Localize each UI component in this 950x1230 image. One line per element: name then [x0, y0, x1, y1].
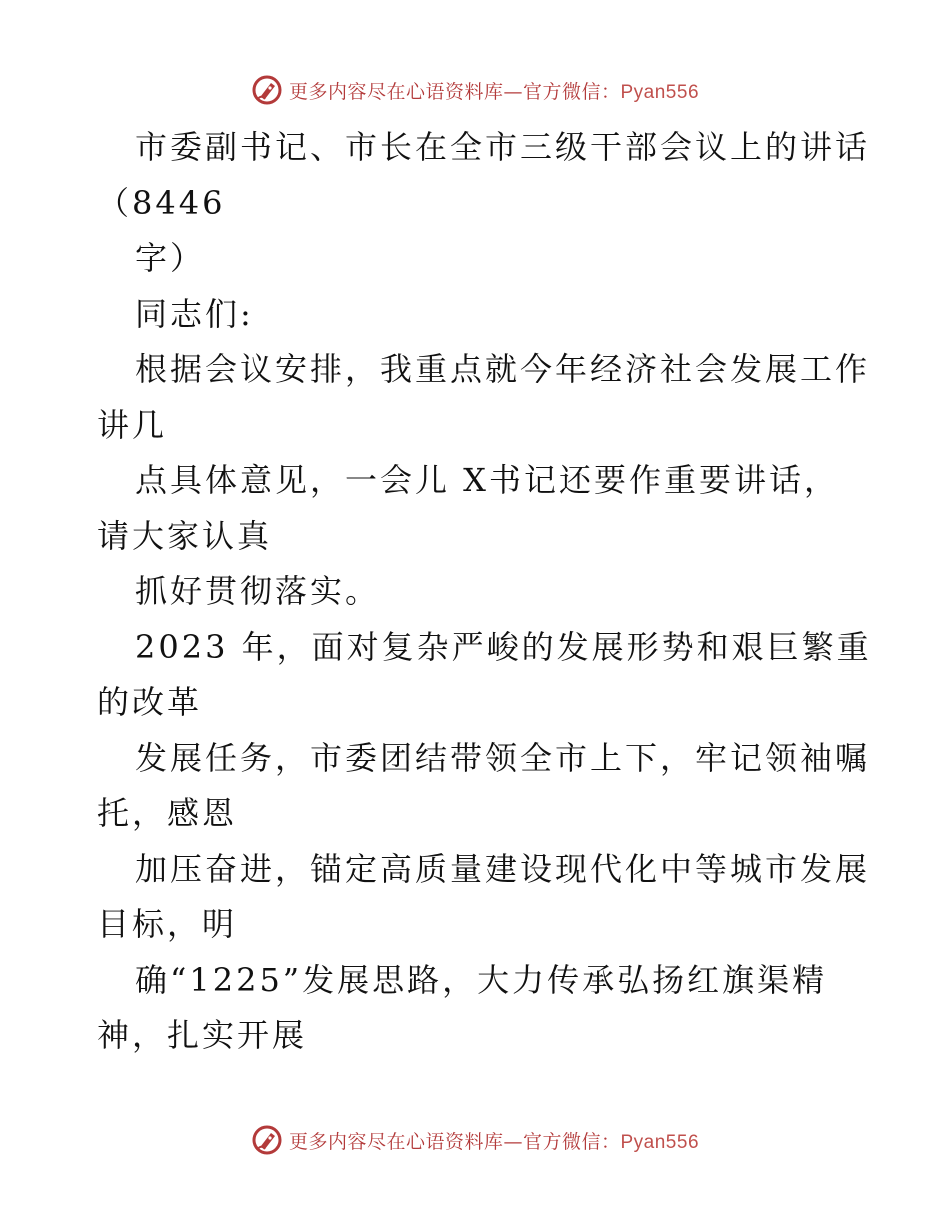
- header-watermark-banner: [0, 70, 950, 110]
- watermark-site-text: 更多内容尽在心语资料库: [288, 1130, 504, 1153]
- watermark-wechat-label: 官方微信：: [522, 80, 621, 103]
- document-line: 神，扎实开展: [97, 1016, 308, 1054]
- watermark-text: [289, 77, 699, 104]
- document-line: 的改革: [97, 683, 203, 721]
- document-line: 抓好贯彻落实。: [135, 572, 381, 610]
- footer-watermark-banner: [0, 1120, 950, 1160]
- watermark-site-text: 更多内容尽在心语资料库: [288, 80, 504, 103]
- document-line: 请大家认真: [97, 516, 273, 555]
- document-line: 点具体意见，一会儿 X书记还要作重要讲话，: [135, 461, 839, 499]
- pen-nib-logo-icon: [251, 1124, 283, 1156]
- document-line: 2023 年，面对复杂严峻的发展形势和艰巨繁重: [135, 627, 872, 666]
- watermark-dash: —: [503, 1130, 523, 1153]
- document-line: 确“1225”发展思路，大力传承弘扬红旗渠精: [135, 960, 828, 999]
- document-line: 根据会议安排，我重点就今年经济社会发展工作: [135, 350, 871, 388]
- document-line: 托，感恩: [97, 794, 238, 832]
- document-line: 发展任务，市委团结带领全市上下，牢记领袖嘱: [135, 738, 871, 777]
- watermark-wechat-label: 官方微信：: [522, 1130, 621, 1153]
- watermark-text: [289, 1127, 699, 1154]
- watermark-wechat-id: Pyan556: [620, 81, 700, 103]
- document-line: 市委副书记、市长在全市三级干部会议上的讲话: [135, 128, 871, 166]
- document-line: 目标，明: [97, 905, 238, 943]
- watermark-dash: —: [503, 80, 523, 103]
- document-line: （8446: [97, 183, 226, 222]
- pen-nib-logo-icon: [251, 74, 283, 106]
- watermark-wechat-id: Pyan556: [620, 1131, 700, 1153]
- document-line: 加压奋进，锚定高质量建设现代化中等城市发展: [135, 849, 871, 888]
- document-line: 同志们:: [135, 294, 254, 333]
- document-body: [97, 120, 877, 1064]
- document-line: 字）: [135, 239, 206, 277]
- document-line: 讲几: [97, 405, 168, 444]
